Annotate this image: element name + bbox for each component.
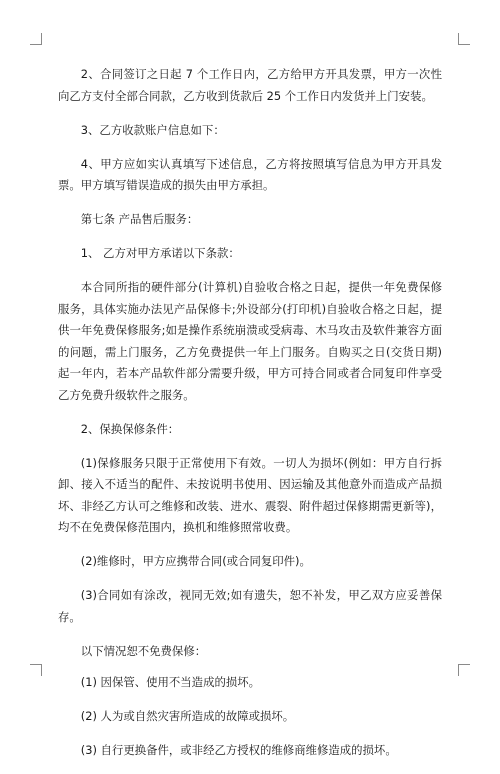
document-body xyxy=(58,64,442,774)
clause-bring-contract: (2)维修时，甲方应携带合同(或合同复印件)。 xyxy=(80,554,311,568)
clause-invoice-info: 4、甲方应如实认真填写下述信息，乙方将按照填写信息为甲方开具发票。甲方填写错误造成的损失由甲方承担。 xyxy=(58,156,442,192)
crop-mark-top-left xyxy=(30,33,42,45)
exclusion-item-2: (2) 人为或自然灾害所造成的故障或损坏。 xyxy=(80,709,295,723)
crop-mark-bottom-right xyxy=(458,664,470,676)
clause-contract-alteration: (3)合同如有涂改，视同无效;如有遗失，恕不补发，甲乙双方应妥善保存。 xyxy=(58,588,442,624)
exclusion-item-3: (3) 自行更换备件，或非经乙方授权的维修商维修造成的损坏。 xyxy=(80,743,397,757)
clause-payment-terms: 2、合同签订之日起 7 个工作日内，乙方给甲方开具发票，甲方一次性向乙方支付全部合同款，乙方收到货款后 25 个工作日内发货并上门安装。 xyxy=(58,67,442,103)
crop-mark-top-right xyxy=(458,33,470,45)
crop-mark-bottom-left xyxy=(30,664,42,676)
clause-bank-account-info: 3、乙方收款账户信息如下： xyxy=(80,122,225,137)
clause-warranty-conditions-heading: 2、保换保修条件： xyxy=(80,421,180,436)
exclusion-item-1: (1) 因保管、使用不当造成的损坏。 xyxy=(80,675,261,689)
clause-warranty-service: 本合同所指的硬件部分(计算机)自验收合格之日起，提供一年免费保修服务，具体实施办法见产品保修卡;外设部分(打印机)自验收合格之日起，提供一年免费保修服务;如是操作系统崩溃或受病毒、木马攻击及软件兼容方面的问题，需上门服务，乙方免费提供一年上门服务。自购买之日(交货日期)起一年内，若本产品软件部分需要升级，甲方可持合同或者合同复印件享受乙方免费升级软件之服务。 xyxy=(58,280,442,402)
clause-warranty-scope: (1)保修服务只限于正常使用下有效。一切人为损坏(例如：甲方自行拆卸、接入不适当的配件、未按说明书使用、因运输及其他意外而造成产品损坏、非经乙方认可之维修和改装、进水、震裂、附件超过保修期需更新等)，均不在免费保修范围内，换机和维修照常收费。 xyxy=(58,455,442,534)
clause-commitments-heading: 1、 乙方对甲方承诺以下条款： xyxy=(80,246,240,260)
exclusions-heading: 以下情况恕不免费保修： xyxy=(80,643,207,658)
article-seven-heading: 第七条 产品售后服务： xyxy=(80,212,199,226)
